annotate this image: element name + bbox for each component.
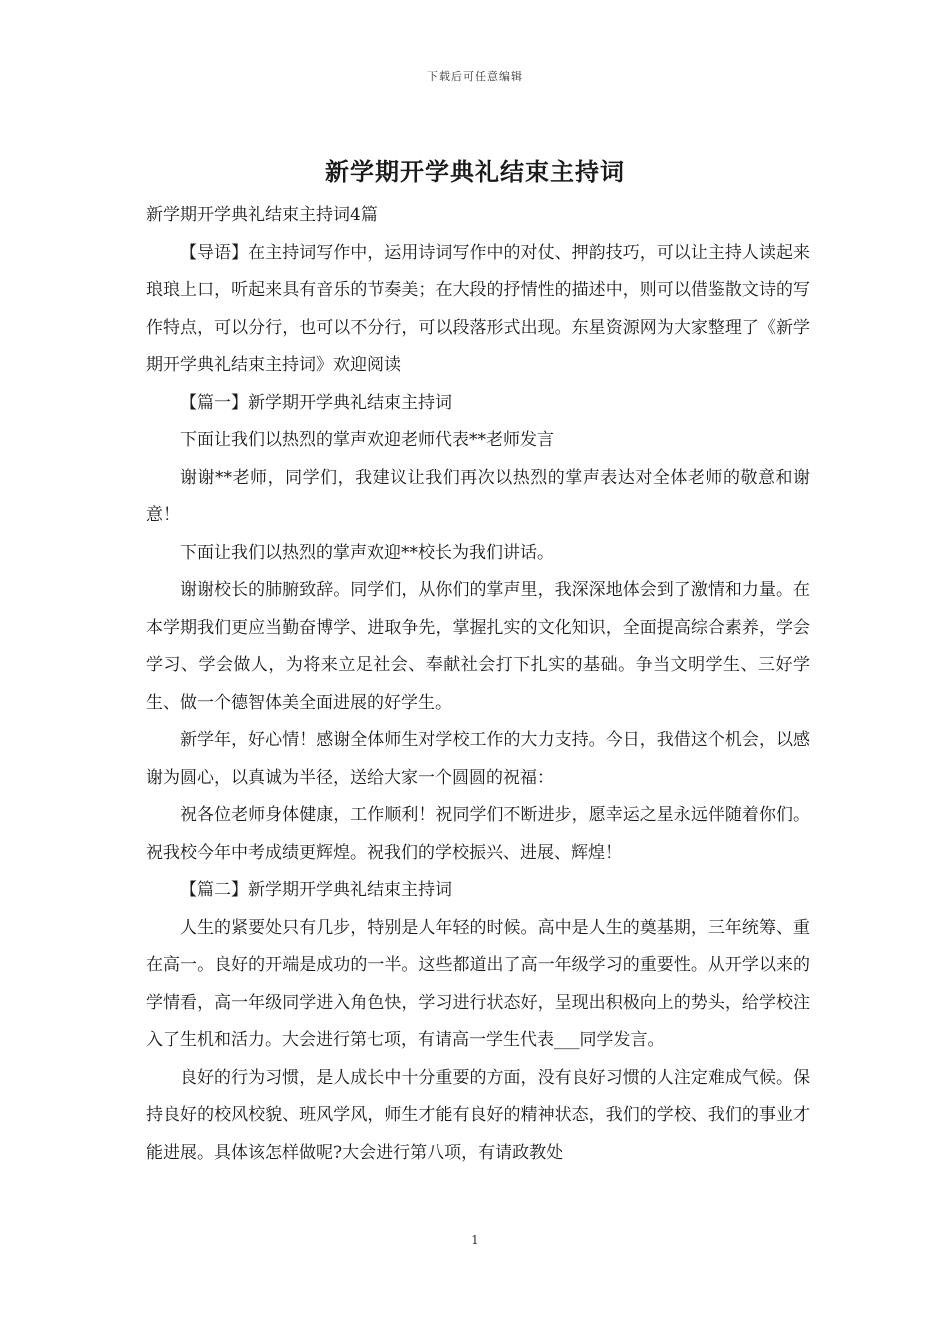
document-body (146, 197, 810, 1172)
body-paragraph: 人生的紧要处只有几步，特别是人年轻的时候。高中是人生的奠基期，三年统筹、重在高一。良好的开端是成功的一半。这些都道出了高一年级学习的重要性。从开学以来的学情看，高一年级同学进入角色快，学习进行状态好，呈现出积极向上的势头，给学校注入了生机和活力。大会进行第七项，有请高一学生代表___同学发言。 (146, 917, 810, 1050)
section-heading: 【篇一】新学期开学典礼结束主持词 (180, 392, 452, 413)
body-paragraph: 谢谢**老师，同学们，我建议让我们再次以热烈的掌声表达对全体老师的敬意和谢意！ (146, 467, 810, 525)
page-number: 1 (471, 1233, 479, 1247)
body-paragraph: 新学年，好心情！感谢全体师生对学校工作的大力支持。今日，我借这个机会，以感谢为圆心，以真诚为半径，送给大家一个圆圆的祝福： (146, 730, 810, 788)
body-paragraph: 谢谢校长的肺腑致辞。同学们，从你们的掌声里，我深深地体会到了激情和力量。在本学期我们更应当勤奋博学、进取争先，掌握扎实的文化知识，全面提高综合素养，学会学习、学会做人，为将来立足社会、奉献社会打下扎实的基础。争当文明学生、三好学生、做一个德智体美全面进展的好学生。 (146, 580, 810, 713)
body-paragraph: 祝各位老师身体健康，工作顺利！祝同学们不断进步，愿幸运之星永远伴随着你们。祝我校今年中考成绩更辉煌。祝我们的学校振兴、进展、辉煌！ (146, 805, 810, 863)
body-paragraph: 【导语】在主持词写作中，运用诗词写作中的对仗、押韵技巧，可以让主持人读起来琅琅上口，听起来具有音乐的节奏美；在大段的抒情性的描述中，则可以借鉴散文诗的写作特点，可以分行，也可以不分行，可以段落形式出现。东星资源网为大家整理了《新学期开学典礼结束主持词》欢迎阅读 (146, 242, 810, 375)
document-title: 新学期开学典礼结束主持词 (325, 157, 625, 186)
body-paragraph: 下面让我们以热烈的掌声欢迎**校长为我们讲话。 (180, 542, 554, 563)
page-header-note: 下载后可任意编辑 (427, 70, 523, 83)
subtitle-paragraph: 新学期开学典礼结束主持词4篇 (146, 205, 378, 225)
section-heading: 【篇二】新学期开学典礼结束主持词 (180, 880, 452, 900)
body-paragraph: 良好的行为习惯，是人成长中十分重要的方面，没有良好习惯的人注定难成气候。保持良好的校风校貌、班风学风，师生才能有良好的精神状态，我们的学校、我们的事业才能进展。具体该怎样做呢?大会进行第八项，有请政教处 (146, 1067, 810, 1163)
body-paragraph: 下面让我们以热烈的掌声欢迎老师代表**老师发言 (180, 430, 554, 450)
